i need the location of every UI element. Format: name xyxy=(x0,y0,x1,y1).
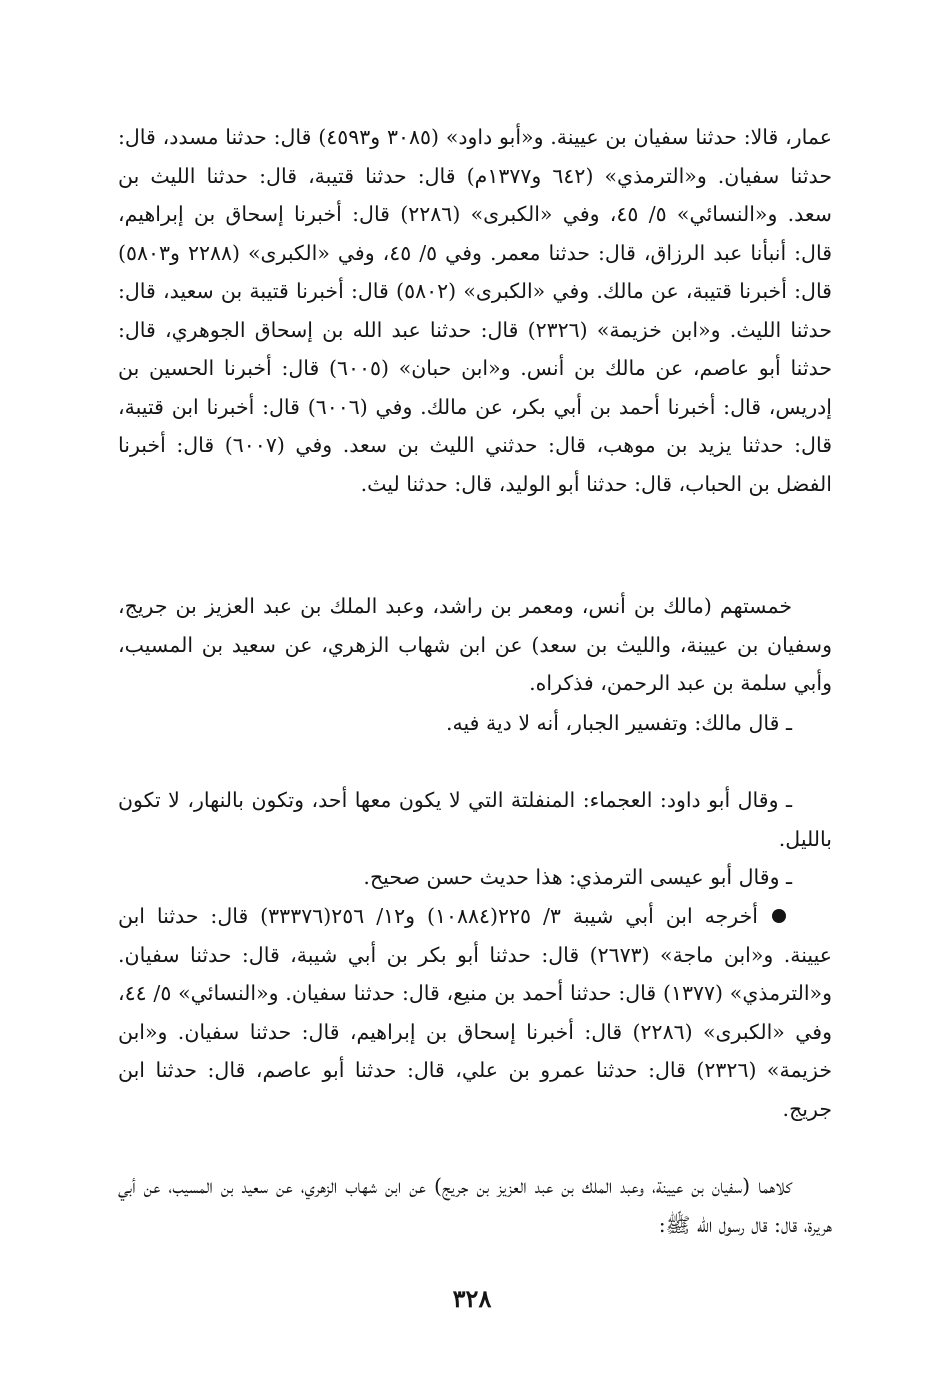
paragraph-hadith-intro: كلاهما (سفيان بن عيينة، وعبد الملك بن عبد العزيز بن جريج) عن ابن شهاب الزهري، عن سعيد بن المسيب، عن أبي هريرة، قال: قال رسول الله ﷺ: xyxy=(118,1174,832,1237)
paragraph-sources-continued: عمار، قالا: حدثنا سفيان بن عيينة. و«أبو داود» (٣٠٨٥ و٤٥٩٣) قال: حدثنا مسدد، قال: حدثنا سفيان. و«الترمذي» (٦٤٢ و١٣٧٧م) قال: حدثنا قتيبة، قال: حدثنا الليث بن سعد. و«النسائي» ٥/ ٤٥، وفي «الكبرى» (٢٢٨٦) قال: أخبرنا إسحاق بن إبراهيم، قال: أنبأنا عبد الرزاق، قال: حدثنا معمر. وفي ٥/ ٤٥، وفي «الكبرى» (٢٢٨٨ و٥٨٠٣) قال: أخبرنا قتيبة، عن مالك. وفي «الكبرى» (٥٨٠٢) قال: أخبرنا قتيبة بن سعيد، قال: حدثنا الليث. و«ابن خزيمة» (٢٣٢٦) قال: حدثنا عبد الله بن إسحاق الجوهري، قال: حدثنا أبو عاصم، عن مالك بن أنس. و«ابن حبان» (٦٠٠٥) قال: أخبرنا الحسين بن إدريس، قال: أخبرنا أحمد بن أبي بكر، عن مالك. وفي (٦٠٠٦) قال: أخبرنا ابن قتيبة، قال: حدثنا يزيد بن موهب، قال: حدثني الليث بن سعد. وفي (٦٠٠٧) قال: أخبرنا الفضل بن الحباب، قال: حدثنا أبو الوليد، قال: حدثنا ليث. xyxy=(118,125,833,496)
page-number: ٣٢٨ xyxy=(452,1284,492,1313)
paragraph-chain-summary: خمستهم (مالك بن أنس، ومعمر بن راشد، وعبد الملك بن عبد العزيز بن جريج، وسفيان بن عيينة، والليث بن سعد) عن ابن شهاب الزهري، عن سعيد بن المسيب، وأبي سلمة بن عبد الرحمن، فذكراه. xyxy=(118,594,832,695)
paragraph-takhrij xyxy=(118,897,832,1128)
paragraph-tirmidhi-grading: ـ وقال أبو عيسى الترمذي: هذا حديث حسن صحيح. xyxy=(363,865,792,889)
paragraph-abu-dawud-comment: ـ وقال أبو داود: العجماء: المنفلتة التي لا يكون معها أحد، وتكون بالنهار، لا تكون بالليل. xyxy=(118,788,832,851)
paragraph-takhrij-text: أخرجه ابن أبي شيبة ٣/ ٢٢٥(١٠٨٨٤) و١٢/ ٢٥٦(٣٣٣٧٦) قال: حدثنا ابن عيينة. و«ابن ماجة» (٢٦٧٣) قال: حدثنا أبو بكر بن أبي شيبة، قال: حدثنا سفيان. و«الترمذي» (١٣٧٧) قال: حدثنا أحمد بن منيع، قال: حدثنا سفيان. و«النسائي» ٥/ ٤٤، وفي «الكبرى» (٢٢٨٦) قال: أخبرنا إسحاق بن إبراهيم، قال: حدثنا سفيان. و«ابن خزيمة» (٢٣٢٦) قال: حدثنا عمرو بن علي، قال: حدثنا أبو عاصم، قال: حدثنا ابن جريج. xyxy=(118,904,832,1121)
paragraph-malik-comment: ـ قال مالك: وتفسير الجبار، أنه لا دية فيه. xyxy=(445,711,792,735)
bullet-icon xyxy=(772,909,786,923)
